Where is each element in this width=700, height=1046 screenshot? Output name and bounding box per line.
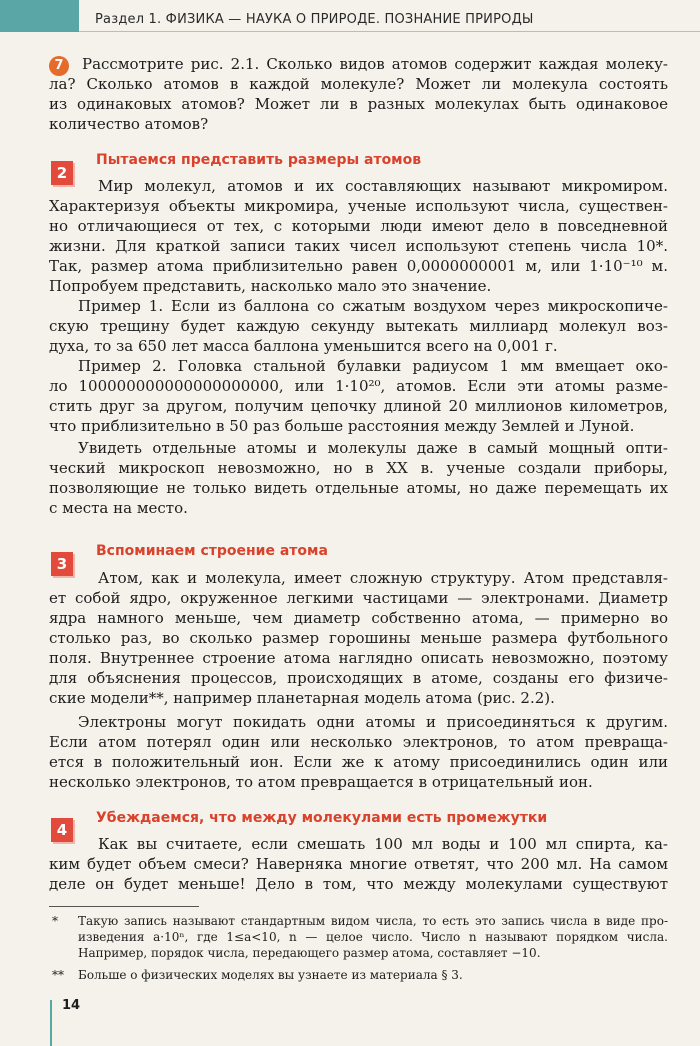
footnote-line: Такую запись называют стандартным видом числа, то есть это запись числа в виде про-	[78, 914, 668, 928]
text-line: Как вы считаете, если смешать 100 мл воды и 100 мл спирта, ка-	[98, 835, 668, 853]
example-paragraph	[49, 376, 668, 436]
question-line: Рассмотрите рис. 2.1. Сколько видов атомов содержит каждая молеку-	[82, 55, 668, 73]
header-accent-bar	[0, 0, 79, 32]
text-line: Атом, как и молекула, имеет сложную структуру. Атом представля-	[98, 569, 668, 587]
section-title: Пытаемся представить размеры атомов	[96, 152, 422, 168]
text-line: ким будет объем смеси? Наверняка многие ответят, что 200 мл. На самом	[49, 855, 668, 873]
text-line: духа, то за 650 лет масса баллона уменьшится всего на 0,001 г.	[49, 337, 558, 355]
footnote-line: Больше о физических моделях вы узнаете из материала § 3.	[78, 968, 463, 982]
footnote	[78, 967, 668, 983]
text-line: скую трещину будет каждую секунду вытекать миллиард молекул воз-	[49, 317, 668, 335]
text-line: ется в положительный ион. Если же к атому присоединились один или	[49, 753, 668, 771]
question-text	[82, 54, 668, 74]
section-title: Убеждаемся, что между молекулами есть промежутки	[96, 810, 548, 826]
text-line: Электроны могут покидать одни атомы и присоединяться к другим.	[78, 713, 668, 731]
text-line: Характеризуя объекты микромира, ученые используют числа, существен-	[49, 197, 668, 215]
text-line: Увидеть отдельные атомы и молекулы даже в самый мощный опти-	[78, 439, 668, 457]
question-text-cont	[49, 74, 668, 134]
page-number: 14	[62, 998, 81, 1013]
text-line: стить друг за другом, получим цепочку длиной 20 миллионов километров,	[49, 397, 668, 415]
text-line: столько раз, во сколько размер горошины меньше размера футбольного	[49, 629, 668, 647]
section-paragraph	[49, 732, 668, 792]
page-margin-rule	[50, 1000, 52, 1046]
header-rule	[79, 31, 700, 32]
text-line: ло 100000000000000000000, или 1·10²⁰, атомов. Если эти атомы разме-	[49, 377, 668, 395]
text-line: ет собой ядро, окруженное легкими частицами — электронами. Диаметр	[49, 589, 668, 607]
section-paragraph	[98, 568, 668, 588]
text-line: ческий микроскоп невозможно, но в XX в. ученые создали приборы,	[49, 459, 668, 477]
section-paragraph	[49, 458, 668, 518]
text-line: Попробуем представить, насколько мало это значение.	[49, 277, 492, 295]
text-line: что приблизительно в 50 раз больше расстояния между Землей и Луной.	[49, 417, 635, 435]
example-paragraph	[78, 356, 668, 376]
section-paragraph	[78, 438, 668, 458]
section-number-badge: 2	[51, 161, 73, 185]
section-paragraph	[98, 176, 668, 196]
example-paragraph	[49, 316, 668, 356]
section-paragraph	[78, 712, 668, 732]
text-line: позволяющие не только видеть отдельные атомы, но даже перемещать их	[49, 479, 668, 497]
text-line: Если атом потерял один или несколько электронов, то атом превраща-	[49, 733, 668, 751]
text-line: несколько электронов, то атом превращается в отрицательный ион.	[49, 773, 593, 791]
footnote-separator	[49, 906, 199, 907]
section-paragraph	[49, 854, 668, 894]
section-number-badge: 4	[51, 818, 73, 842]
text-line: для объяснения процессов, происходящих в атоме, созданы его физиче-	[49, 669, 668, 687]
question-line: количество атомов?	[49, 115, 209, 133]
question-line: из одинаковых атомов? Может ли в разных молекулах быть одинаковое	[49, 95, 668, 113]
text-line: Так, размер атома приблизительно равен 0,0000000001 м, или 1·10⁻¹⁰ м.	[49, 257, 668, 275]
example-paragraph	[78, 296, 668, 316]
text-line: Пример 1. Если из баллона со сжатым воздухом через микроскопиче-	[78, 297, 668, 315]
footnote-mark: *	[52, 914, 58, 928]
footnote-line: Например, порядок числа, передающего размер атома, составляет −10.	[78, 946, 541, 960]
text-line: жизни. Для краткой записи таких чисел используют степень числа 10*.	[49, 237, 668, 255]
text-line: но отличающиеся от тех, с которыми люди имеют дело в повседневной	[49, 217, 668, 235]
running-header: Раздел 1. ФИЗИКА — НАУКА О ПРИРОДЕ. ПОЗНАНИЕ ПРИРОДЫ	[95, 12, 534, 27]
text-line: с места на место.	[49, 499, 188, 517]
text-line: деле он будет меньше! Дело в том, что между молекулами существуют	[49, 875, 668, 893]
question-line: ла? Сколько атомов в каждой молекуле? Может ли молекула состоять	[49, 75, 668, 93]
section-title: Вспоминаем строение атома	[96, 543, 328, 559]
section-number-badge: 3	[51, 552, 73, 576]
footnote-line: изведения a·10ⁿ, где 1≤a<10, n — целое число. Число n называют порядком числа.	[78, 930, 668, 944]
text-line: поля. Внутреннее строение атома наглядно описать невозможно, поэтому	[49, 649, 668, 667]
section-paragraph	[98, 834, 668, 854]
text-line: ские модели**, например планетарная модель атома (рис. 2.2).	[49, 689, 555, 707]
text-line: ядра намного меньше, чем диаметр собственно атома, — примерно во	[49, 609, 668, 627]
section-paragraph	[49, 588, 668, 708]
footnote-mark: **	[52, 968, 64, 982]
text-line: Мир молекул, атомов и их составляющих называют микромиром.	[98, 177, 668, 195]
question-number-badge: 7	[49, 56, 69, 76]
footnote	[78, 913, 668, 961]
section-paragraph	[49, 196, 668, 296]
text-line: Пример 2. Головка стальной булавки радиусом 1 мм вмещает око-	[78, 357, 668, 375]
